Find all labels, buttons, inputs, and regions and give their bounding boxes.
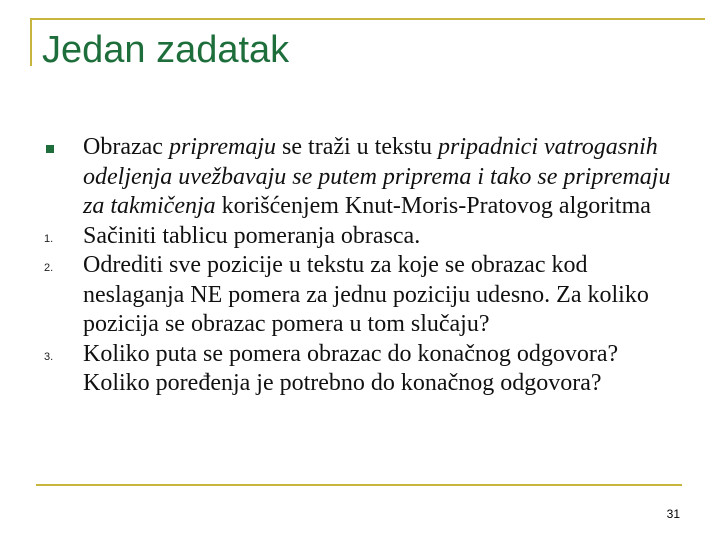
text-segment: se traži u tekstu — [276, 134, 438, 160]
square-bullet-icon — [46, 145, 54, 153]
slide-content — [40, 133, 680, 399]
list-item-text — [83, 134, 670, 219]
title-frame-top-line — [30, 18, 705, 20]
list-item-intro — [40, 133, 680, 222]
text-segment: Obrazac — [83, 134, 169, 160]
page-number: 31 — [666, 507, 680, 521]
title-frame-left-line — [30, 18, 32, 66]
text-segment-italic: pripremaju — [168, 134, 277, 160]
list-item-1 — [40, 222, 680, 252]
list-item-2 — [40, 251, 680, 340]
list-number: 3. — [44, 350, 54, 363]
slide-title: Jedan zadatak — [42, 29, 290, 71]
list-item-text: Sačiniti tablicu pomeranja obrasca. — [83, 222, 421, 249]
list-item-3 — [40, 340, 680, 399]
footer-divider — [36, 484, 682, 486]
list-number: 1. — [44, 232, 54, 245]
list-item-text: Odrediti sve pozicije u tekstu za koje se obrazac kod neslaganja NE pomera za jednu poziciju udesno. Za koliko pozicija se obrazac pomera u tom slučaju? — [83, 252, 649, 337]
text-segment: korišćenjem Knut-Moris-Pratovog algoritma — [215, 193, 651, 219]
text-segment-italic: pripadnici vatrogasnih odeljenja uvežbavaju se putem priprema i tako se pripremaju za takmičenja — [83, 134, 671, 219]
list-number: 2. — [44, 262, 54, 274]
list-item-text: Koliko puta se pomera obrazac do konačnog odgovora? Koliko poređenja je potrebno do konačnog odgovora? — [83, 340, 619, 396]
